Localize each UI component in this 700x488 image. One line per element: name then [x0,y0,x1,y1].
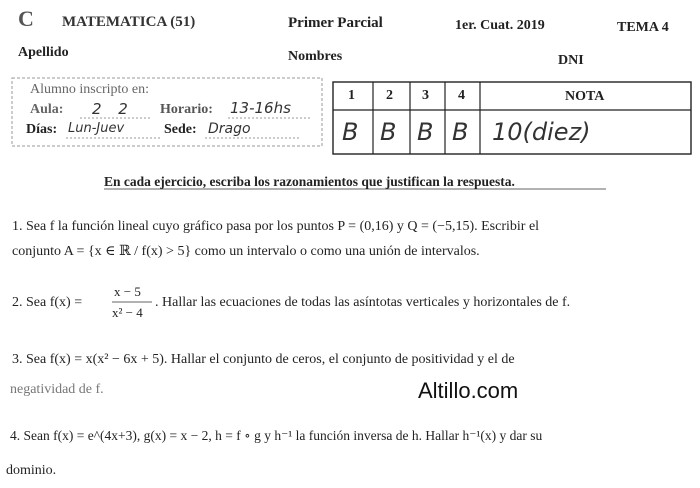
question-3-line-2: negatividad de f. [10,382,104,397]
sede-label: Sede: [164,122,197,137]
subject: MATEMATICA (51) [62,14,196,30]
theme: TEMA 4 [617,20,669,35]
question-2-text: . Hallar las ecuaciones de todas las asíntotas verticales y horizontales de f. [155,295,571,310]
aula-label: Aula: [30,102,64,117]
dni-label: DNI [558,53,584,68]
grade-value-1: B [342,118,359,146]
term: 1er. Cuat. 2019 [455,18,545,33]
question-2-prefix: 2. Sea f(x) = [12,295,83,310]
copyright-mark: C [18,6,34,31]
instructions: En cada ejercicio, escriba los razonamientos que justifican la respuesta. [104,174,515,189]
grade-header-1: 1 [348,88,355,103]
grade-value-3: B [417,118,434,146]
nota-header: NOTA [565,89,605,104]
apellido-label: Apellido [18,45,69,60]
sede-value: Drago [208,121,251,137]
exam-title: Primer Parcial [288,15,383,31]
watermark: Altillo.com [418,378,519,403]
grade-value-2: B [380,118,397,146]
horario-label: Horario: [160,102,213,117]
grade-header-2: 2 [386,88,393,103]
question-1-line-1: 1. Sea f la función lineal cuyo gráfico pasa por los puntos P = (0,16) y Q = (−5,15). Escribir el [12,219,540,234]
dias-value: Lun-Juev [68,121,125,136]
question-1-line-2: conjunto A = {x ∈ ℝ / f(x) > 5} como un intervalo o como una unión de intervalos. [12,244,480,259]
grade-header-4: 4 [458,88,465,103]
nombres-label: Nombres [288,49,343,64]
dias-label: Días: [26,122,58,137]
question-3-line-1: 3. Sea f(x) = x(x² − 6x + 5). Hallar el conjunto de ceros, el conjunto de positividad y el de [12,352,515,367]
grade-value-4: B [452,118,469,146]
horario-value: 13-16hs [230,99,291,117]
aula-value: 2 2 [92,100,134,118]
nota-value: 10(diez) [492,118,591,146]
inscripto-label: Alumno inscripto en: [30,82,149,97]
question-2-numerator: x − 5 [114,284,141,299]
question-2-denominator: x² − 4 [112,305,143,320]
question-4-line-1: 4. Sean f(x) = e^(4x+3), g(x) = x − 2, h = f ∘ g y h⁻¹ la función inversa de h. Hallar h⁻¹(x) y dar su [10,428,543,443]
grade-header-3: 3 [422,88,429,103]
question-4-line-2: dominio. [6,463,57,478]
